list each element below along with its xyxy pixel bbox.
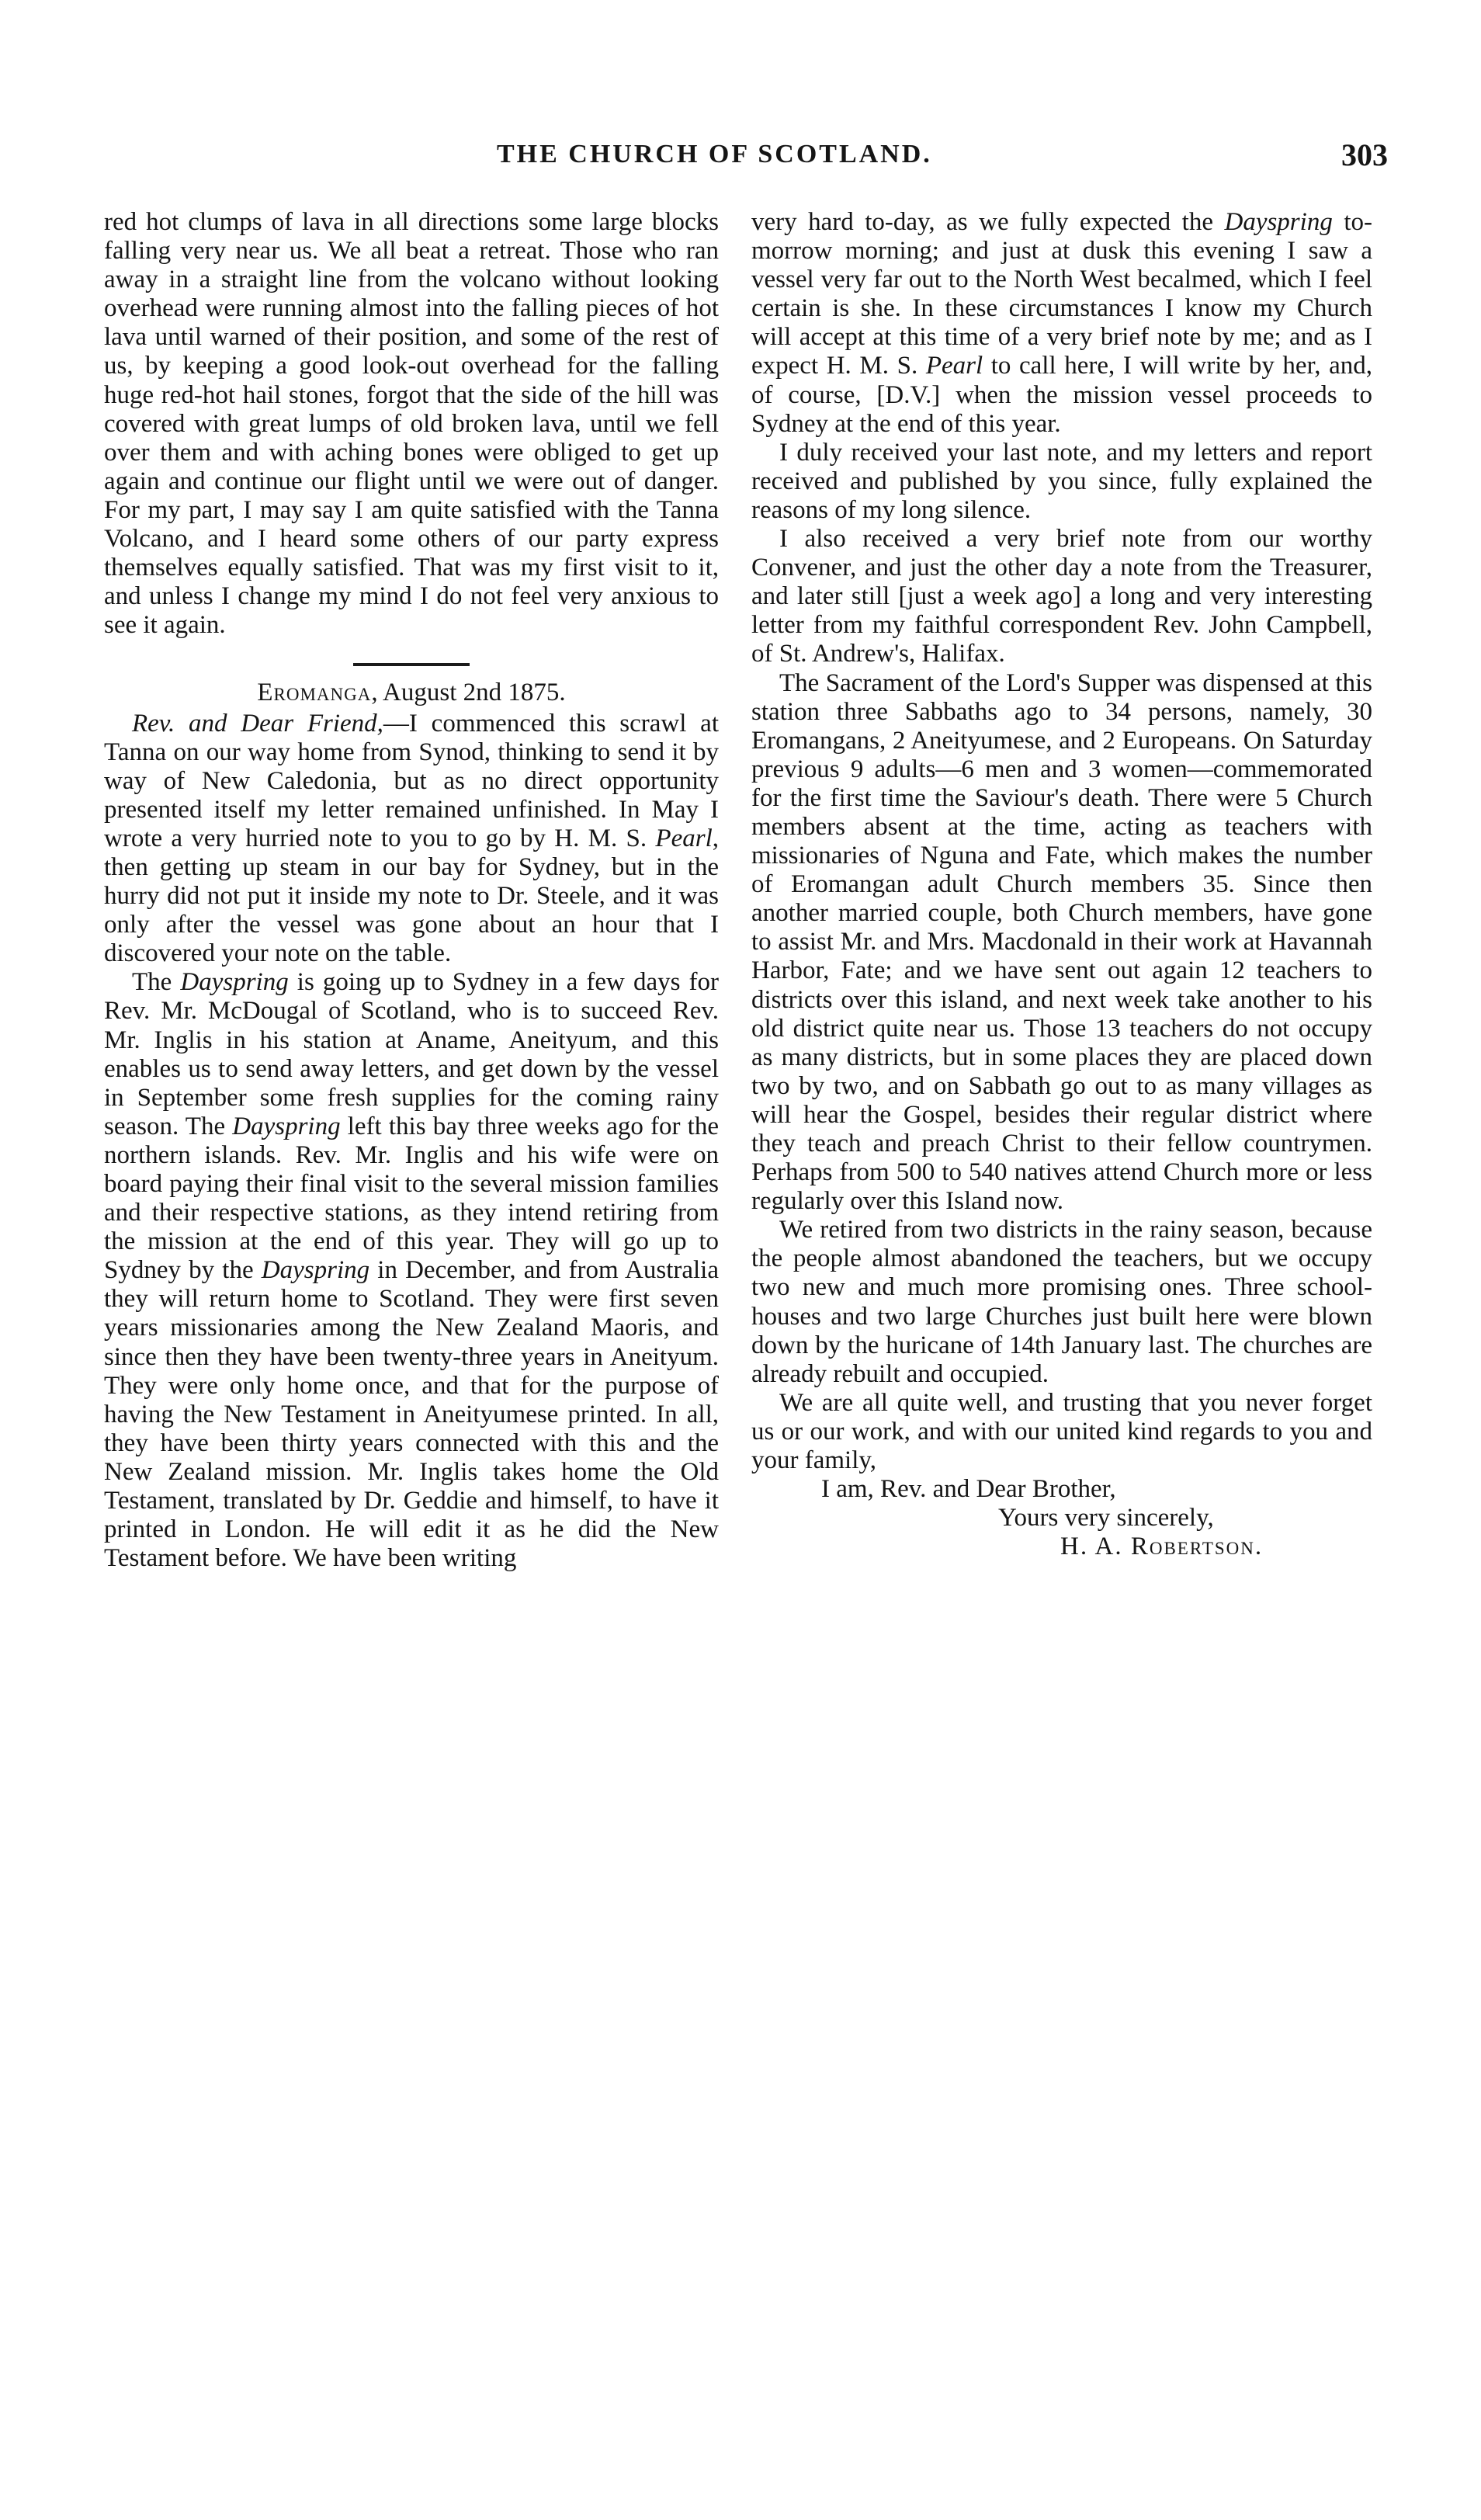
paragraph: I duly received your last note, and my letters and report received and published by you since, fully explained the reasons of my long silence.	[751, 438, 1372, 524]
page-number: 303	[1341, 137, 1388, 172]
paragraph	[751, 208, 1372, 439]
paragraph-text: to-morrow morning; and just at dusk this evening I saw a vessel very far out to the North West becalmed, which I feel certain is she. In these circumstances I know my Church will accept at this time of a very brief note by me; and as I expect H. M. S.	[751, 208, 1372, 380]
paragraph: I also received a very brief note from our worthy Convener, and just the other day a note from the Treasurer, and later still [just a week ago] a long and very interesting letter from my faithful correspondent Rev. John Campbell, of St. Andrew's, Halifax.	[751, 525, 1372, 668]
ship-name: Dayspring	[232, 1112, 341, 1140]
paragraph: The Sacrament of the Lord's Supper was dispensed at this station three Sabbaths ago to 34 persons, namely, 30 Eromangans, 2 Aneityumese, and 2 Europeans. On Saturday previous 9 adults—6 men and 3 women—commemorated for the first time the Saviour's death. There were 5 Church members absent at the time, acting as teachers with missionaries of Nguna and Fate, which makes the number of Eromangan adult Church members 35. Since then another married couple, both Church members, have gone to assist Mr. and Mrs. Macdonald in their work at Havannah Harbor, Fate; and we have sent out again 12 teachers to districts over this island, and next week take another to his old district quite near us. Those 13 teachers do not occupy as many districts, but in some places they are placed down two by two, and on Sabbath go out to as many villages as will hear the Gospel, besides their regular district where they teach and preach Christ to their fellow countrymen. Perhaps from 500 to 540 natives attend Church more or less regularly over this Island now.	[751, 668, 1372, 1216]
paragraph-text: —I commenced this scrawl at Tanna on our way home from Synod, thinking to send it by way of New Caledonia, but as no direct opportunity presented itself my letter remained unfinished. In May I wrote a very hurried note to you to go by H. M. S.	[104, 709, 719, 852]
paragraph-text: The	[132, 968, 181, 997]
paragraph: We are all quite well, and trusting that you never forget us or our work, and with our united kind regards to you and your family,	[751, 1388, 1372, 1475]
signature: H. A. Robertson.	[1060, 1532, 1264, 1561]
salutation: Rev. and Dear Friend,	[132, 709, 383, 738]
dateline-date: , August 2nd 1875.	[371, 679, 566, 707]
paragraph-text: is going up to Sydney in a few days for Rev. Mr. McDougal of Scotland, who is to succeed Rev. Mr. Inglis in his station at Aname, Aneityum, and this enables us to send away letters, and get down by the vessel in September some fresh supplies for the coming rainy season. The	[104, 968, 719, 1140]
left-column	[104, 208, 719, 1573]
dateline	[104, 679, 719, 707]
ship-name: Dayspring	[180, 968, 289, 997]
paragraph	[104, 710, 719, 969]
ship-name: Dayspring	[1224, 208, 1333, 236]
dateline-place: Eromanga	[257, 679, 372, 707]
paragraph-text: very hard to-day, as we fully expected the	[751, 208, 1225, 236]
paragraph: red hot clumps of lava in all directions some large blocks falling very near us. We all beat a retreat. Those who ran away in a straight line from the volcano without looking overhead were running almost into the falling pieces of hot lava until warned of their position, and some of the rest of us, by keeping a good look-out overhead for the falling huge red-hot hail stones, forgot that the side of the hill was covered with great lumps of old broken lava, until we fell over them and with aching bones were obliged to get up again and continue our flight until we were out of danger. For my part, I may say I am quite satisfied with the Tanna Volcano, and I heard some others of our party express themselves equally satisfied. That was my first visit to it, and unless I change my mind I do not feel very anxious to see it again.	[104, 208, 719, 640]
ship-name: Pearl	[925, 352, 983, 380]
paragraph-text: to call here, I will write by her, and, of course, [D.V.] when the mission vessel proceeds to Sydney at the end of this year.	[751, 352, 1372, 438]
section-divider	[353, 663, 470, 666]
closing-line: I am, Rev. and Dear Brother,	[821, 1475, 1116, 1504]
right-column	[751, 208, 1372, 1561]
paragraph: We retired from two districts in the rainy season, because the people almost abandoned the teachers, but we occupy two new and much more promising ones. Three school-houses and two large Churches just built here were blown down by the huricane of 14th January last. The churches are already rebuilt and occupied.	[751, 1216, 1372, 1388]
paragraph-text: in December, and from Australia they will return home to Scotland. They were first seven years missionaries among the New Zealand Maoris, and since then they have been twenty-three years in Aneityum. They were only home once, and that for the purpose of having the New Testament in Aneityumese printed. In all, they have been thirty years connected with this and the New Zealand mission. Mr. Inglis takes home the Old Testament, translated by Dr. Geddie and himself, to have it printed in London. He will edit it as he did the New Testament before. We have been writing	[104, 1256, 719, 1573]
paragraph-text: , then getting up steam in our bay for Sydney, but in the hurry did not put it inside my note to Dr. Steele, and it was only after the vessel was gone about an hour that I discovered your note on the table.	[104, 824, 719, 968]
ship-name: Pearl	[655, 824, 713, 852]
ship-name: Dayspring	[261, 1256, 370, 1285]
paragraph-text: left this bay three weeks ago for the northern islands. Rev. Mr. Inglis and his wife were on board paying their final visit to the several mission families and their respective stations, as they intend retiring from the mission at the end of this year. They will go up to Sydney by the	[104, 1112, 719, 1285]
running-head: THE CHURCH OF SCOTLAND.	[497, 140, 932, 168]
paragraph	[104, 968, 719, 1573]
closing-line: Yours very sincerely,	[998, 1504, 1214, 1532]
